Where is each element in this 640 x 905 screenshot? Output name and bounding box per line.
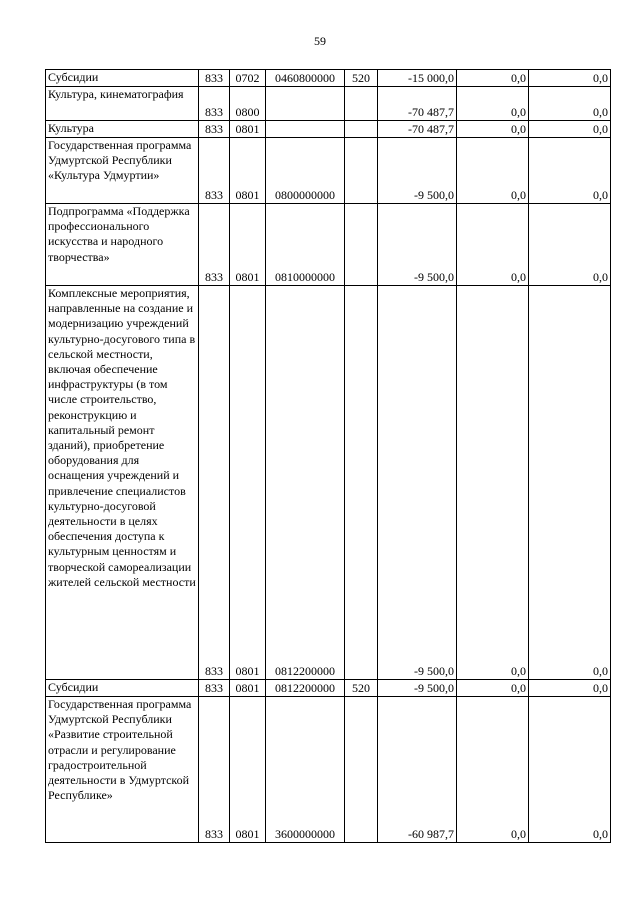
amount-cell: 0,0	[457, 697, 529, 843]
amount-cell: -9 500,0	[378, 138, 457, 204]
grbs-code-cell: 833	[199, 680, 230, 697]
expense-type-cell	[345, 87, 378, 121]
table-row	[46, 204, 611, 286]
amount-cell: 0,0	[529, 138, 611, 204]
grbs-code-cell: 833	[199, 87, 230, 121]
target-article-cell: 0800000000	[266, 138, 345, 204]
amount-cell: 0,0	[457, 70, 529, 87]
grbs-code-cell: 833	[199, 138, 230, 204]
amount-cell: 0,0	[457, 204, 529, 286]
expense-type-cell: 520	[345, 70, 378, 87]
target-article-cell	[266, 87, 345, 121]
amount-cell: 0,0	[529, 121, 611, 138]
grbs-code-cell: 833	[199, 204, 230, 286]
section-code-cell: 0801	[230, 697, 266, 843]
grbs-code-cell: 833	[199, 286, 230, 680]
amount-cell: 0,0	[457, 138, 529, 204]
table-row	[46, 680, 611, 697]
amount-cell: -70 487,7	[378, 87, 457, 121]
section-code-cell: 0801	[230, 138, 266, 204]
table-row	[46, 70, 611, 87]
target-article-cell: 0810000000	[266, 204, 345, 286]
section-code-cell: 0702	[230, 70, 266, 87]
amount-cell: 0,0	[529, 286, 611, 680]
amount-cell: 0,0	[529, 680, 611, 697]
amount-cell: 0,0	[457, 87, 529, 121]
row-name-cell: Подпрограмма «Поддержка профессионального искусства и народного творчества»	[46, 204, 199, 286]
grbs-code-cell: 833	[199, 697, 230, 843]
row-name-cell: Субсидии	[46, 70, 199, 87]
section-code-cell: 0801	[230, 680, 266, 697]
section-code-cell: 0801	[230, 286, 266, 680]
table-row	[46, 286, 611, 680]
amount-cell: 0,0	[457, 121, 529, 138]
expense-type-cell	[345, 286, 378, 680]
target-article-cell: 0460800000	[266, 70, 345, 87]
row-name-cell: Культура, кинематография	[46, 87, 199, 121]
table-row	[46, 121, 611, 138]
expense-type-cell	[345, 121, 378, 138]
amount-cell: -9 500,0	[378, 204, 457, 286]
row-name-cell: Государственная программа Удмуртской Республики «Развитие строительной отрасли и регулирование градостроительной деятельности в Удмуртской Республике»	[46, 697, 199, 843]
table-row	[46, 697, 611, 843]
expense-type-cell	[345, 138, 378, 204]
table-row	[46, 138, 611, 204]
target-article-cell: 0812200000	[266, 286, 345, 680]
amount-cell: 0,0	[457, 286, 529, 680]
target-article-cell	[266, 121, 345, 138]
amount-cell: 0,0	[529, 70, 611, 87]
grbs-code-cell: 833	[199, 70, 230, 87]
amount-cell: -70 487,7	[378, 121, 457, 138]
expense-type-cell	[345, 697, 378, 843]
row-name-cell: Комплексные мероприятия, направленные на создание и модернизацию учреждений культурно-досугового типа в сельской местности, включая обеспечение инфраструктуры (в том числе строительство, реконструкцию и капитальный ремонт зданий), приобретение оборудования для оснащения учреждений и привлечение специалистов культурно-досуговой деятельности в целях обеспечения доступа к культурным ценностям и творческой самореализации жителей сельской местности	[46, 286, 199, 680]
amount-cell: 0,0	[529, 87, 611, 121]
amount-cell: -9 500,0	[378, 680, 457, 697]
amount-cell: -15 000,0	[378, 70, 457, 87]
section-code-cell: 0800	[230, 87, 266, 121]
amount-cell: -60 987,7	[378, 697, 457, 843]
table-row	[46, 87, 611, 121]
amount-cell: -9 500,0	[378, 286, 457, 680]
section-code-cell: 0801	[230, 121, 266, 138]
page-number: 59	[314, 34, 326, 48]
row-name-cell: Субсидии	[46, 680, 199, 697]
amount-cell: 0,0	[529, 204, 611, 286]
grbs-code-cell: 833	[199, 121, 230, 138]
amount-cell: 0,0	[529, 697, 611, 843]
target-article-cell: 3600000000	[266, 697, 345, 843]
budget-table	[45, 69, 611, 843]
expense-type-cell	[345, 204, 378, 286]
amount-cell: 0,0	[457, 680, 529, 697]
target-article-cell: 0812200000	[266, 680, 345, 697]
expense-type-cell: 520	[345, 680, 378, 697]
row-name-cell: Государственная программа Удмуртской Республики «Культура Удмуртии»	[46, 138, 199, 204]
section-code-cell: 0801	[230, 204, 266, 286]
row-name-cell: Культура	[46, 121, 199, 138]
